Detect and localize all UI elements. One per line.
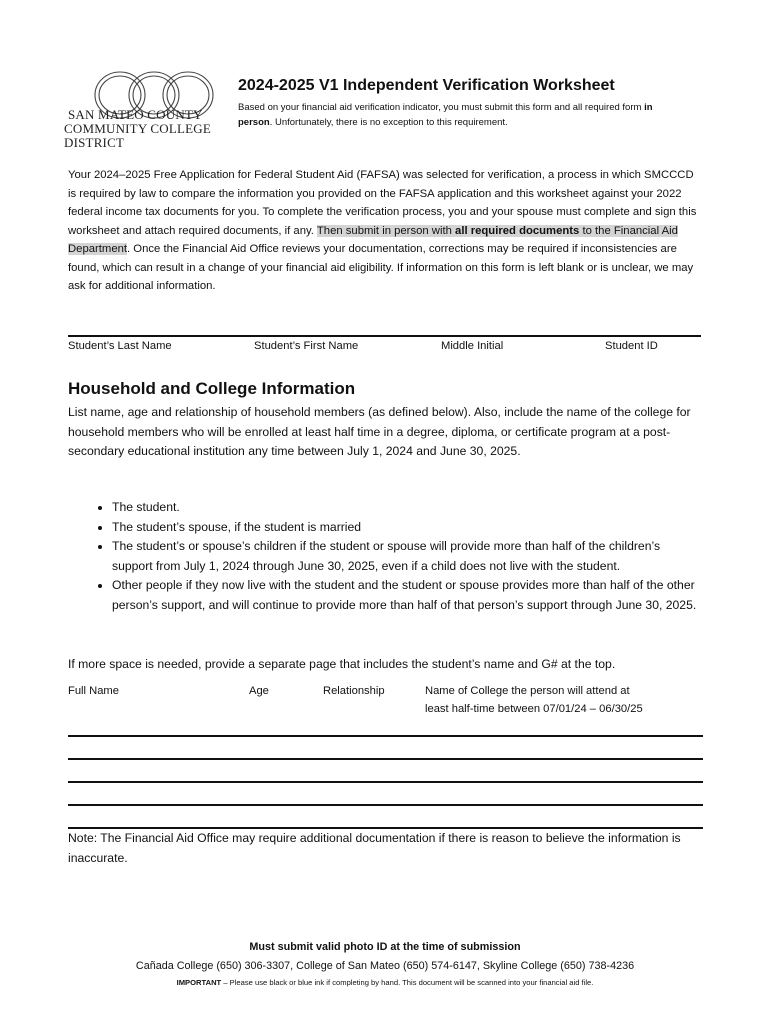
more-space-instruction: If more space is needed, provide a separate page that includes the student’s name and G# at the top. <box>68 657 616 671</box>
important-notice: IMPORTANT – Please use black or blue ink if completing by hand. This document will be scanned into your financial aid file. <box>176 978 594 987</box>
col-college: Name of College the person will attend at least half-time between 07/01/24 – 06/30/25 <box>425 685 643 715</box>
col-full-name: Full Name <box>68 685 119 697</box>
student-last-name-label: Student’s Last Name <box>68 340 172 352</box>
household-entry-line-4[interactable] <box>68 804 703 806</box>
district-logo-text <box>64 108 254 150</box>
col-age: Age <box>249 685 269 697</box>
col-relationship: Relationship <box>323 685 385 697</box>
intro-paragraph: Your 2024–2025 Free Application for Federal Student Aid (FAFSA) was selected for verification, a process in which SMCCCD is required by law to compare the information you provided on the FAFSA application and this worksheet against your 2022 federal income tax documents for you. To complete the verification process, you and your spouse must complete and sign this worksheet and attach required documents, if any. Then submit in person with all required documents to the Financial Aid Department. Once the Financial Aid Office reviews your documentation, corrections may be required if inconsistencies are found, which can result in a change of your financial aid eligibility. If information on this form is left blank or is unclear, we may ask for additional information. <box>68 169 697 292</box>
household-entry-line-2[interactable] <box>68 758 703 760</box>
college-contacts: Cañada College (650) 306-3307, College of San Mateo (650) 574-6147, Skyline College (650) 738-4236 <box>135 960 635 972</box>
logo-line-1: SAN MATEO COUNTY <box>68 107 203 122</box>
accuracy-note: Note: The Financial Aid Office may require additional documentation if there is reason to believe the information is inaccurate. <box>68 831 681 865</box>
list-item: • The student. <box>112 498 698 518</box>
page-subtitle: Based on your financial aid verification indicator, you must submit this form and all required form in person. Unfortunately, there is no exception to this requirement. <box>238 102 653 128</box>
household-entry-line-1[interactable] <box>68 735 703 737</box>
household-entry-line-3[interactable] <box>68 781 703 783</box>
student-info-line[interactable] <box>68 335 701 337</box>
household-heading: Household and College Information <box>68 379 356 398</box>
list-item: • Other people if they now live with the student and the student or spouse provides more than half of the other person’s support, and will continue to provide more than half of that person’s support through June 30, 2025. <box>112 576 698 615</box>
middle-initial-label: Middle Initial <box>441 340 504 352</box>
list-item: • The student’s or spouse’s children if the student or spouse will provide more than half of the children’s support from July 1, 2024 through June 30, 2025, even if a child does not live with the student. <box>112 537 698 576</box>
logo-line-2: COMMUNITY COLLEGE DISTRICT <box>64 121 211 150</box>
student-id-label: Student ID <box>605 340 658 352</box>
photo-id-notice: Must submit valid photo ID at the time of submission <box>249 941 521 953</box>
submission-highlight: Then submit in person with all required documents to the Financial Aid Department <box>68 224 678 255</box>
page-title: 2024-2025 V1 Independent Verification Worksheet <box>238 77 615 94</box>
student-first-name-label: Student’s First Name <box>254 340 359 352</box>
household-paragraph: List name, age and relationship of household members (as defined below). Also, include the name of the college for household members who will be enrolled at least half time in a degree, diploma, or certificate program at a post-secondary educational institution any time between July 1, 2024 and June 30, 2025. <box>68 405 691 458</box>
list-item: • The student’s spouse, if the student is married <box>112 518 698 538</box>
household-member-list <box>68 498 698 615</box>
in-person-emphasis: in person <box>238 102 653 128</box>
